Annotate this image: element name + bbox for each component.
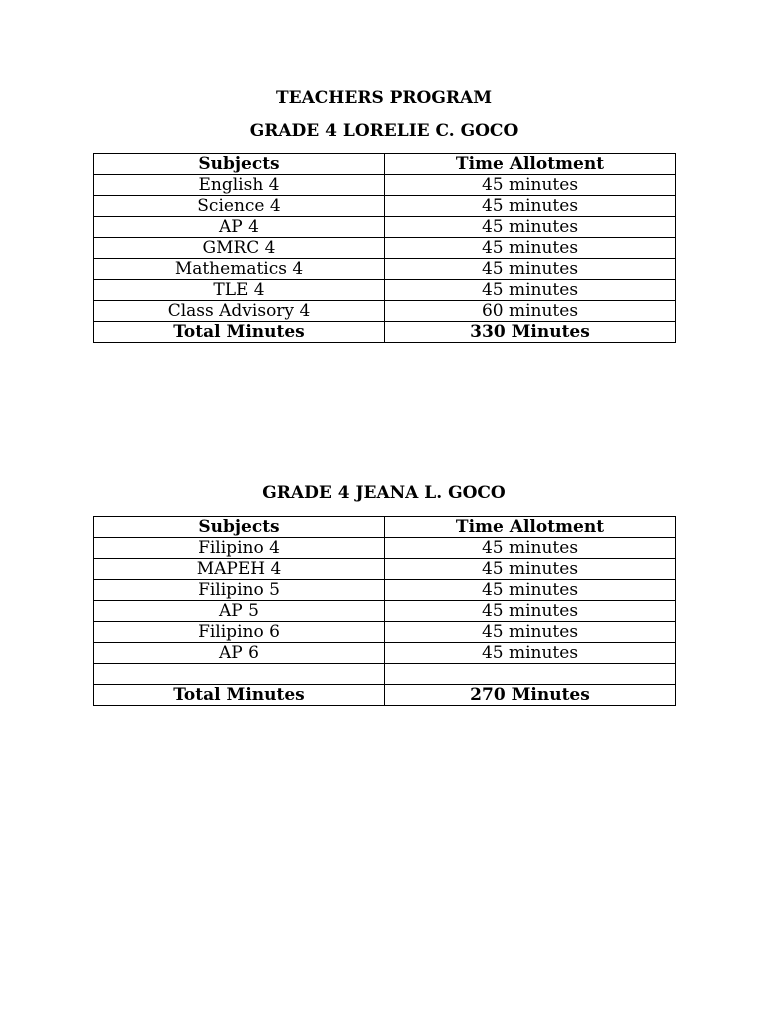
table-row (94, 622, 676, 643)
subject-cell: Filipino 4 (94, 538, 385, 559)
time-cell: 45 minutes (385, 601, 676, 622)
time-cell: 45 minutes (385, 175, 676, 196)
time-cell: 45 minutes (385, 217, 676, 238)
table-row (94, 580, 676, 601)
document-title: TEACHERS PROGRAM (275, 88, 493, 108)
header-time-allotment: Time Allotment (385, 517, 676, 538)
subject-cell: Filipino 5 (94, 580, 385, 601)
table-row (94, 559, 676, 580)
time-cell: 45 minutes (385, 196, 676, 217)
table-row (94, 301, 676, 322)
table-row (94, 175, 676, 196)
subject-cell: Class Advisory 4 (94, 301, 385, 322)
header-time-allotment: Time Allotment (385, 154, 676, 175)
header-subjects: Subjects (94, 154, 385, 175)
total-label: Total Minutes (94, 322, 385, 343)
subject-cell: TLE 4 (94, 280, 385, 301)
schedule-table-lorelie (93, 153, 676, 343)
subject-cell: GMRC 4 (94, 238, 385, 259)
subject-cell: AP 4 (94, 217, 385, 238)
table-2-title: GRADE 4 JEANA L. GOCO (262, 483, 506, 503)
table-row-empty (94, 664, 676, 685)
time-cell: 45 minutes (385, 259, 676, 280)
subject-cell: Filipino 6 (94, 622, 385, 643)
subject-cell: Science 4 (94, 196, 385, 217)
time-cell: 60 minutes (385, 301, 676, 322)
time-cell (385, 664, 676, 685)
time-cell: 45 minutes (385, 280, 676, 301)
total-row (94, 322, 676, 343)
subject-cell: MAPEH 4 (94, 559, 385, 580)
table-row (94, 196, 676, 217)
table-row (94, 643, 676, 664)
subject-cell: AP 5 (94, 601, 385, 622)
total-value: 270 Minutes (385, 685, 676, 706)
subject-cell: English 4 (94, 175, 385, 196)
total-row (94, 685, 676, 706)
total-label: Total Minutes (94, 685, 385, 706)
table-row (94, 238, 676, 259)
total-value: 330 Minutes (385, 322, 676, 343)
table-row (94, 217, 676, 238)
table-row (94, 259, 676, 280)
subject-cell (94, 664, 385, 685)
table-header-row (94, 517, 676, 538)
table-header-row (94, 154, 676, 175)
schedule-table-jeana (93, 516, 676, 706)
time-cell: 45 minutes (385, 538, 676, 559)
time-cell: 45 minutes (385, 238, 676, 259)
time-cell: 45 minutes (385, 622, 676, 643)
table-row (94, 280, 676, 301)
subject-cell: Mathematics 4 (94, 259, 385, 280)
table-1-title: GRADE 4 LORELIE C. GOCO (249, 121, 519, 141)
table-row (94, 601, 676, 622)
subject-cell: AP 6 (94, 643, 385, 664)
time-cell: 45 minutes (385, 643, 676, 664)
time-cell: 45 minutes (385, 580, 676, 601)
header-subjects: Subjects (94, 517, 385, 538)
time-cell: 45 minutes (385, 559, 676, 580)
table-row (94, 538, 676, 559)
